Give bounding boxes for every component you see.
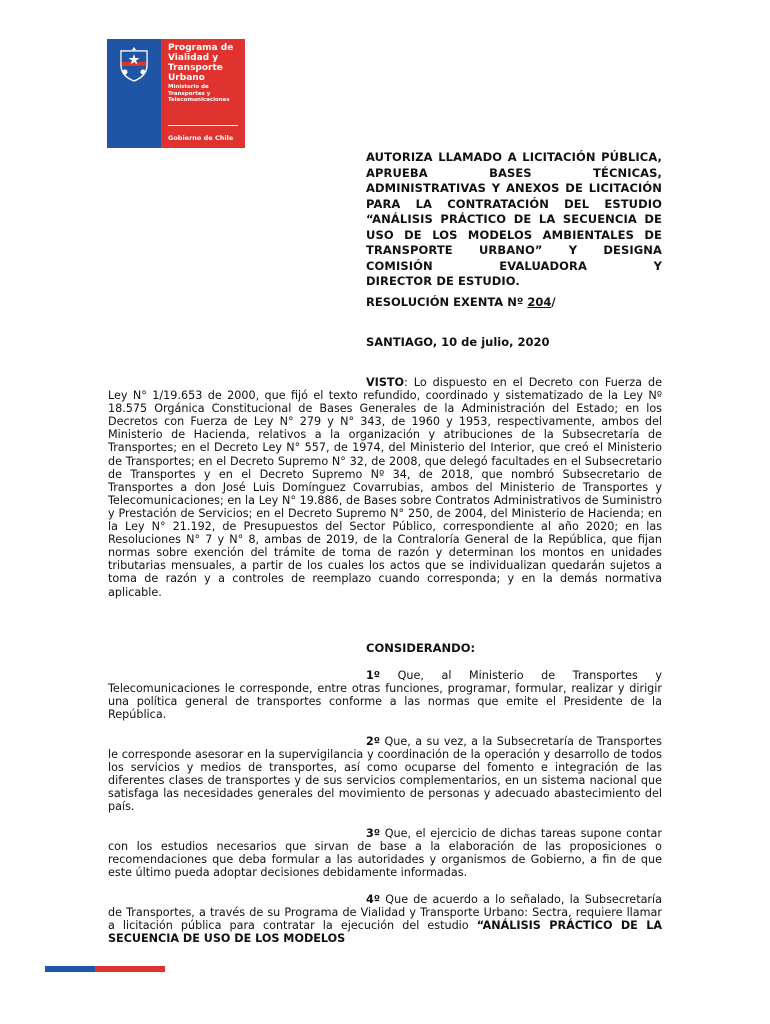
footer-bar-blue bbox=[45, 966, 95, 972]
footer-bar-red bbox=[95, 966, 165, 972]
title-last-line: DIRECTOR DE ESTUDIO. bbox=[366, 274, 520, 288]
considerando-2-text: Que, a su vez, a la Subsecretaría de Transportes le corresponde asesorar en la supervigilancia y coordinación de la operación y desarrollo de todos los servicios y medios de transportes, así como ocuparse del fomento e integración de las diferentes clases de transportes y de sus servicios complementarios, en un sistema nacional que satisfaga las necesidades generales del movimiento de personas y adecuado abastecimiento del país. bbox=[108, 735, 662, 814]
coat-of-arms-icon bbox=[115, 45, 153, 83]
title-main: AUTORIZA LLAMADO A LICITACIÓN PÚBLICA, APRUEBA BASES TÉCNICAS, ADMINISTRATIVAS Y ANEXOS DE LICITACIÓN PARA LA CONTRATACIÓN DEL ESTUDIO “ANÁLISIS PRÁCTICO DE LA SECUENCIA DE USO DE LOS MODELOS AMBIENTALES DE TRANSPORTE URBANO” Y DESIGNA COMISIÓN EVALUADORA Y bbox=[366, 150, 662, 273]
considerando-3-number: 3º bbox=[366, 827, 381, 840]
considerando-4-number: 4º bbox=[366, 893, 381, 906]
considerando-3-text: Que, el ejercicio de dichas tareas supone contar con los estudios necesarios que sirvan de base a la elaboración de las proposiciones o recomendaciones que deba formular a las autoridades y organismos de Gobierno, a fin de que este último pueda adoptar decisiones debidamente informadas. bbox=[108, 827, 662, 880]
visto-text: : Lo dispuesto en el Decreto con Fuerza de Ley N° 1/19.653 de 2000, que fijó el texto refundido, coordinado y sistematizado de la Ley Nº 18.575 Orgánica Constitucional de Bases Generales de la Administración del Estado; en los Decretos con Fuerza de Ley N° 279 y N° 343, de 1960 y 1953, respectivamente, ambos del Ministerio de Hacienda, relativos a la organización y atribuciones de la Subsecretaría de Transportes; en el Decreto Ley N° 557, de 1974, del Ministerio del Interior, que creó el Ministerio de Transportes; en el Decreto Supremo N° 32, de 2008, que delegó facultades en el Subsecretario de Transportes y en el Decreto Supremo Nº 34, de 2018, que nombró Subsecretario de Transportes a don José Luis Domínguez Covarrubias, ambos del Ministerio de Transportes y Telecomunicaciones; en la Ley N° 19.886, de Bases sobre Contratos Administrativos de Suministro y Prestación de Servicios; en el Decreto Supremo N° 250, de 2004, del Ministerio de Hacienda; en la Ley N° 21.192, de Presupuestos del Sector Público, correspondiente al año 2020; en las Resoluciones N° 7 y N° 8, ambas de 2019, de la Contraloría General de la República, que fijan normas sobre exención del trámite de toma de razón y determinan los montos en unidades tributarias mensuales, a partir de los cuales los actos que se individualizan quedarán sujetos a toma de razón y a controles de reemplazo cuando corresponda; y en la demás normativa aplicable. bbox=[108, 376, 662, 599]
resolution-label: RESOLUCIÓN EXENTA Nº bbox=[366, 295, 528, 309]
logo-ministry-name: Ministerio de Transportes y Telecomunicaciones bbox=[168, 84, 230, 103]
document-date: SANTIAGO, 10 de julio, 2020 bbox=[366, 335, 550, 349]
logo-program-name: Programa de Vialidad y Transporte Urbano bbox=[168, 43, 234, 83]
resolution-value: 204 bbox=[527, 295, 552, 309]
considerando-2-number: 2º bbox=[366, 735, 381, 748]
considerando-4-study-name: “ANÁLISIS PRÁCTICO DE LA SECUENCIA DE USO DE LOS MODELOS bbox=[108, 919, 662, 946]
logo bbox=[107, 39, 245, 148]
resolution-suffix: / bbox=[551, 295, 556, 309]
considerando-4 bbox=[108, 893, 662, 945]
visto-paragraph bbox=[108, 376, 662, 599]
logo-divider bbox=[168, 125, 238, 126]
considerando-3 bbox=[108, 827, 662, 879]
considerando-2 bbox=[108, 735, 662, 814]
logo-government: Gobierno de Chile bbox=[168, 134, 234, 142]
considerando-1-number: 1º bbox=[366, 669, 381, 682]
visto-label: VISTO bbox=[366, 376, 405, 389]
document-title bbox=[366, 150, 662, 290]
considerando-4-text: Que de acuerdo a lo señalado, la Subsecretaría de Transportes, a través de su Programa de Vialidad y Transporte Urbano: Sectra, requiere llamar a licitación pública para contratar la ejecución del estudio bbox=[108, 893, 662, 933]
considerando-1-text: Que, al Ministerio de Transportes y Telecomunicaciones le corresponde, entre otras funciones, programar, formular, realizar y dirigir una política general de transportes conforme a las normas que emite el Presidente de la República. bbox=[108, 669, 662, 722]
logo-blue-panel bbox=[107, 39, 161, 148]
resolution-number bbox=[366, 295, 556, 309]
considerando-heading: CONSIDERANDO: bbox=[366, 641, 476, 655]
considerando-1 bbox=[108, 669, 662, 721]
